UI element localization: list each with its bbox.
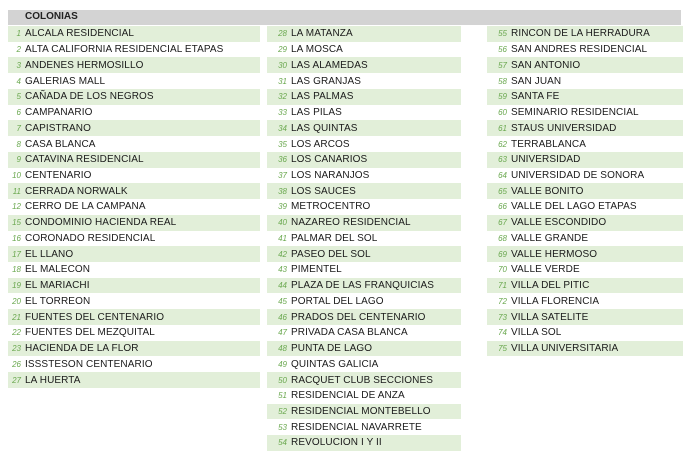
table-title: COLONIAS	[25, 11, 78, 22]
item-number: 31	[278, 76, 287, 86]
list-item	[8, 325, 260, 341]
list-item	[267, 246, 461, 262]
item-name: UNIVERSIDAD DE SONORA	[511, 169, 645, 181]
item-number: 63	[498, 155, 507, 165]
list-item	[8, 231, 260, 247]
item-number: 73	[498, 312, 507, 322]
item-name: METROCENTRO	[291, 201, 371, 213]
item-number: 34	[278, 123, 287, 133]
item-name: VILLA SATELITE	[511, 311, 589, 323]
item-number: 60	[498, 108, 507, 118]
item-number: 56	[498, 45, 507, 55]
list-item	[487, 183, 683, 199]
list-item	[267, 183, 461, 199]
item-number: 35	[278, 139, 287, 149]
item-number: 68	[498, 233, 507, 243]
item-number: 59	[498, 92, 507, 102]
item-name: CORONADO RESIDENCIAL	[25, 232, 156, 244]
item-name: FUENTES DEL CENTENARIO	[25, 311, 165, 323]
list-item	[487, 325, 683, 341]
item-name: CAMPANARIO	[25, 107, 93, 119]
list-item	[487, 262, 683, 278]
item-number: 38	[278, 186, 287, 196]
list-item	[267, 262, 461, 278]
item-number: 42	[278, 249, 287, 259]
list-item	[487, 278, 683, 294]
list-item	[8, 199, 260, 215]
item-name: GALERIAS MALL	[25, 75, 106, 87]
list-item	[267, 42, 461, 58]
item-name: PRIVADA CASA BLANCA	[291, 327, 408, 339]
list-item	[8, 183, 260, 199]
list-item	[267, 73, 461, 89]
item-number: 44	[278, 281, 287, 291]
item-number: 8	[16, 139, 21, 149]
list-item	[267, 231, 461, 247]
item-number: 41	[278, 233, 287, 243]
item-number: 47	[278, 328, 287, 338]
item-name: ALCALA RESIDENCIAL	[25, 28, 135, 40]
list-item	[267, 419, 461, 435]
list-item	[487, 120, 683, 136]
item-name: VALLE BONITO	[511, 185, 584, 197]
list-item	[487, 57, 683, 73]
item-name: PORTAL DEL LAGO	[291, 295, 384, 307]
item-name: LOS ARCOS	[291, 138, 350, 150]
item-name: LOS NARANJOS	[291, 169, 370, 181]
list-item	[8, 262, 260, 278]
list-item	[267, 120, 461, 136]
list-item	[8, 73, 260, 89]
list-item	[267, 309, 461, 325]
item-number: 54	[278, 438, 287, 448]
item-name: VILLA UNIVERSITARIA	[511, 343, 619, 355]
item-name: CAÑADA DE LOS NEGROS	[25, 91, 154, 103]
item-name: CASA BLANCA	[25, 138, 96, 150]
list-item	[487, 309, 683, 325]
list-item	[267, 404, 461, 420]
list-item	[8, 168, 260, 184]
item-number: 39	[278, 202, 287, 212]
list-item	[267, 168, 461, 184]
list-item	[267, 136, 461, 152]
item-name: CENTENARIO	[25, 169, 92, 181]
list-item	[8, 42, 260, 58]
item-name: EL MARIACHI	[25, 280, 90, 292]
item-number: 17	[12, 249, 21, 259]
item-name: PUNTA DE LAGO	[291, 343, 373, 355]
list-item	[267, 435, 461, 451]
item-name: QUINTAS GALICIA	[291, 358, 379, 370]
item-number: 32	[278, 92, 287, 102]
list-item	[8, 57, 260, 73]
item-number: 37	[278, 170, 287, 180]
item-number: 15	[12, 218, 21, 228]
list-item	[267, 325, 461, 341]
list-item	[8, 89, 260, 105]
item-name: SAN ANDRES RESIDENCIAL	[511, 44, 648, 56]
item-name: EL TORREON	[25, 295, 91, 307]
list-item	[267, 199, 461, 215]
list-item	[267, 293, 461, 309]
item-name: ANDENES HERMOSILLO	[25, 59, 144, 71]
item-name: LA MOSCA	[291, 44, 343, 56]
list-item	[8, 341, 260, 357]
item-name: LOS SAUCES	[291, 185, 356, 197]
item-number: 23	[12, 344, 21, 354]
item-number: 9	[16, 155, 21, 165]
item-name: VALLE DEL LAGO ETAPAS	[511, 201, 637, 213]
item-number: 71	[498, 281, 507, 291]
list-item	[487, 168, 683, 184]
item-number: 70	[498, 265, 507, 275]
item-name: HACIENDA DE LA FLOR	[25, 343, 139, 355]
item-number: 61	[498, 123, 507, 133]
list-item	[8, 246, 260, 262]
list-item	[8, 356, 260, 372]
item-number: 36	[278, 155, 287, 165]
item-number: 43	[278, 265, 287, 275]
item-number: 28	[278, 29, 287, 39]
list-item	[487, 215, 683, 231]
item-number: 40	[278, 218, 287, 228]
item-number: 64	[498, 170, 507, 180]
item-name: NAZAREO RESIDENCIAL	[291, 217, 411, 229]
column-2	[267, 26, 461, 451]
item-number: 12	[12, 202, 21, 212]
list-item	[267, 105, 461, 121]
list-item	[487, 89, 683, 105]
item-name: VILLA FLORENCIA	[511, 295, 600, 307]
item-name: PALMAR DEL SOL	[291, 232, 378, 244]
item-name: LAS PILAS	[291, 107, 342, 119]
list-item	[487, 199, 683, 215]
item-number: 57	[498, 60, 507, 70]
item-name: LAS GRANJAS	[291, 75, 362, 87]
item-name: SAN ANTONIO	[511, 59, 581, 71]
list-item	[8, 309, 260, 325]
list-item	[8, 120, 260, 136]
list-item	[267, 152, 461, 168]
list-item	[267, 215, 461, 231]
list-item	[267, 26, 461, 42]
item-number: 1	[16, 29, 21, 39]
item-number: 49	[278, 359, 287, 369]
list-item	[487, 341, 683, 357]
item-number: 48	[278, 344, 287, 354]
list-item	[267, 278, 461, 294]
list-item	[267, 57, 461, 73]
list-item	[487, 73, 683, 89]
item-number: 67	[498, 218, 507, 228]
list-item	[8, 293, 260, 309]
item-number: 50	[278, 375, 287, 385]
item-number: 58	[498, 76, 507, 86]
column-3	[487, 26, 683, 356]
item-number: 4	[16, 76, 21, 86]
item-number: 10	[12, 170, 21, 180]
list-item	[487, 105, 683, 121]
item-number: 19	[12, 281, 21, 291]
item-name: CAPISTRANO	[25, 122, 92, 134]
item-name: STAUS UNIVERSIDAD	[511, 122, 617, 134]
item-number: 7	[16, 123, 21, 133]
list-item	[487, 246, 683, 262]
list-item	[8, 26, 260, 42]
list-item	[8, 136, 260, 152]
item-number: 55	[498, 29, 507, 39]
item-name: RESIDENCIAL MONTEBELLO	[291, 405, 431, 417]
list-item	[267, 372, 461, 388]
item-name: LAS ALAMEDAS	[291, 59, 368, 71]
item-number: 33	[278, 108, 287, 118]
item-name: LOS CANARIOS	[291, 154, 368, 166]
list-item	[267, 341, 461, 357]
item-name: TERRABLANCA	[511, 138, 587, 150]
item-name: LA MATANZA	[291, 28, 353, 40]
list-item	[8, 152, 260, 168]
item-number: 52	[278, 406, 287, 416]
item-name: UNIVERSIDAD	[511, 154, 581, 166]
list-item	[487, 136, 683, 152]
list-item	[267, 89, 461, 105]
item-number: 5	[16, 92, 21, 102]
list-item	[8, 215, 260, 231]
item-number: 53	[278, 422, 287, 432]
item-name: EL LLANO	[25, 248, 74, 260]
item-name: CATAVINA RESIDENCIAL	[25, 154, 144, 166]
item-number: 21	[12, 312, 21, 322]
item-number: 22	[12, 328, 21, 338]
item-name: LAS PALMAS	[291, 91, 354, 103]
item-name: RACQUET CLUB SECCIONES	[291, 374, 434, 386]
list-item	[267, 356, 461, 372]
item-name: CERRO DE LA CAMPANA	[25, 201, 146, 213]
item-number: 2	[16, 45, 21, 55]
list-item	[8, 105, 260, 121]
item-name: FUENTES DEL MEZQUITAL	[25, 327, 155, 339]
table-header	[8, 10, 681, 25]
item-number: 26	[12, 359, 21, 369]
item-number: 20	[12, 296, 21, 306]
item-name: VALLE ESCONDIDO	[511, 217, 607, 229]
item-number: 65	[498, 186, 507, 196]
item-number: 11	[12, 186, 21, 196]
item-name: SAN JUAN	[511, 75, 562, 87]
item-name: REVOLUCION I Y II	[291, 437, 382, 449]
item-number: 66	[498, 202, 507, 212]
item-number: 75	[498, 344, 507, 354]
item-name: PIMENTEL	[291, 264, 342, 276]
item-number: 16	[12, 233, 21, 243]
item-name: VALLE GRANDE	[511, 232, 589, 244]
item-number: 45	[278, 296, 287, 306]
item-name: VILLA DEL PITIC	[511, 280, 590, 292]
item-name: PLAZA DE LAS FRANQUICIAS	[291, 280, 434, 292]
item-number: 69	[498, 249, 507, 259]
item-number: 27	[12, 375, 21, 385]
item-name: PRADOS DEL CENTENARIO	[291, 311, 426, 323]
item-number: 51	[278, 391, 287, 401]
item-name: EL MALECON	[25, 264, 91, 276]
item-number: 29	[278, 45, 287, 55]
item-name: VILLA SOL	[511, 327, 562, 339]
item-name: SEMINARIO RESIDENCIAL	[511, 107, 639, 119]
item-name: CONDOMINIO HACIENDA REAL	[25, 217, 177, 229]
item-name: RINCON DE LA HERRADURA	[511, 28, 650, 40]
item-name: ISSSTESON CENTENARIO	[25, 358, 153, 370]
list-item	[487, 42, 683, 58]
item-name: VALLE HERMOSO	[511, 248, 598, 260]
item-number: 62	[498, 139, 507, 149]
item-name: SANTA FE	[511, 91, 560, 103]
item-number: 30	[278, 60, 287, 70]
list-item	[8, 278, 260, 294]
list-item	[487, 231, 683, 247]
item-name: RESIDENCIAL DE ANZA	[291, 390, 405, 402]
item-number: 3	[16, 60, 21, 70]
list-item	[487, 26, 683, 42]
list-item	[267, 388, 461, 404]
list-item	[8, 372, 260, 388]
item-number: 72	[498, 296, 507, 306]
item-name: LA HUERTA	[25, 374, 81, 386]
item-number: 74	[498, 328, 507, 338]
item-name: PASEO DEL SOL	[291, 248, 371, 260]
item-number: 18	[12, 265, 21, 275]
item-number: 46	[278, 312, 287, 322]
item-name: VALLE VERDE	[511, 264, 580, 276]
item-number: 6	[16, 108, 21, 118]
item-name: RESIDENCIAL NAVARRETE	[291, 421, 422, 433]
item-name: CERRADA NORWALK	[25, 185, 128, 197]
item-name: ALTA CALIFORNIA RESIDENCIAL ETAPAS	[25, 44, 224, 56]
item-name: LAS QUINTAS	[291, 122, 358, 134]
list-item	[487, 152, 683, 168]
column-1	[8, 26, 260, 388]
list-item	[487, 293, 683, 309]
